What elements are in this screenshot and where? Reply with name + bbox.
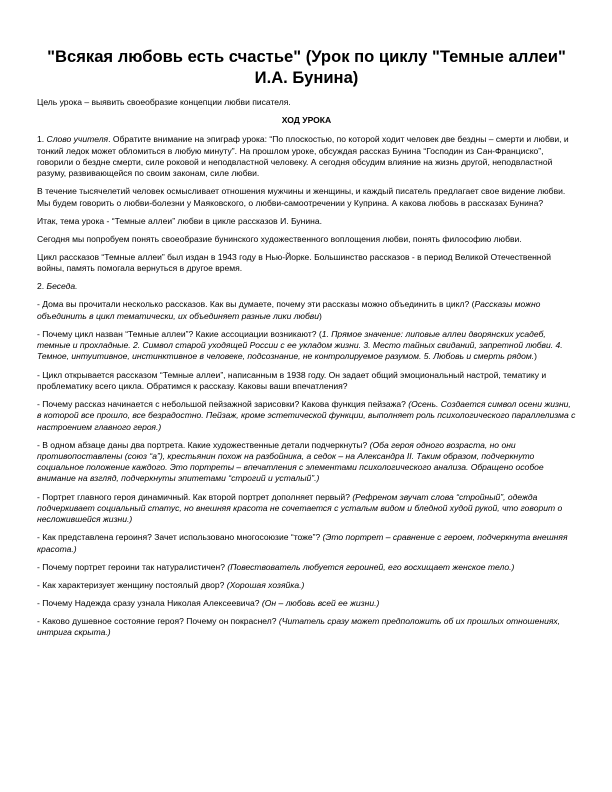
closing-paren: ) — [319, 310, 322, 321]
question-text: - Каково душевное состояние героя? Почему он покраснел? — [37, 615, 279, 626]
answer-text: (Рефреном звучат слова “стройный”, одежда подчеркивает социальный статус, но внешняя красота не сочетается с усталым видом и бледной худой рукой, что говорит о несложившейся жизни.) — [37, 491, 563, 525]
section-heading: ХОД УРОКА — [281, 115, 332, 126]
answer-text: (Это портрет – сравнение с героем, подчеркнута внешняя красота.) — [37, 532, 568, 554]
question-text: - В одном абзаце даны два портрета. Какие художественные детали подчеркнуты? — [37, 439, 370, 450]
question-6 — [37, 492, 576, 526]
lesson-goal: Цель урока – выявить своеобразие концепции любви писателя. — [37, 97, 291, 107]
page-title: "Всякая любовь есть счастье" (Урок по циклу "Темные аллеи" И.А. Бунина) — [47, 47, 566, 87]
answer-text: (Повествователь любуется героиней, его восхищает женское тело.) — [227, 561, 515, 572]
item-number: 2. — [37, 281, 47, 292]
question-text: - Портрет главного героя динамичный. Как второй портрет дополняет первый? — [37, 491, 353, 502]
question-1 — [37, 299, 576, 322]
role-label: Беседа. — [46, 281, 78, 292]
answer-text: (Осень. Создается символ осени жизни, в которой все прошло, все безрадостно. Пейзаж, кроме эстетической функции, выполняет роль психологического параллелизма с настроением главного героя.) — [37, 398, 576, 432]
question-text: - Дома вы прочитали несколько рассказов. Как вы думаете, почему эти рассказы можно объединить в цикл? ( — [37, 299, 475, 310]
question-2 — [37, 329, 576, 363]
question-4 — [37, 399, 576, 433]
paragraph-2: В течение тысячелетий человек осмысливает отношения мужчины и женщины, и каждый писатель предлагает свое видение любви. Мы будем говорить о любви-болезни у Маяковского, о любви-самоотречении у Куприна. А какова любовь в рассказах Бунина? — [37, 186, 566, 208]
question-text: - Как характеризует женщину постоялый двор? — [37, 579, 227, 590]
answer-text: Рассказы можно объединить в цикл тематически, их объединяет разные лики любви — [37, 299, 541, 321]
answer-text: (Он – любовь всей ее жизни.) — [261, 597, 380, 608]
question-text: - Почему цикл назван “Темные аллеи”? Какие ассоциации возникают? ( — [37, 328, 322, 339]
question-5 — [37, 440, 576, 485]
answer-text: (Читатель сразу может предположить об их прошлых отношениях, интрига скрыта.) — [37, 615, 561, 638]
role-label: Слово учителя — [46, 134, 109, 145]
answer-text: 1. Прямое значение: липовые аллеи дворянских усадеб, темные и прохладные. 2. Символ старой уходящей России с ее укладом жизни. 3. Место тайных свиданий, запретной любви. 4. Темное, интуитивное, инстинктивное в человеке, подсознание, не контролируемое разумом. 5. Любовь и смерть рядом. — [37, 328, 563, 362]
paragraph-1 — [37, 134, 576, 179]
question-8 — [37, 562, 576, 573]
question-3: - Цикл открывается рассказом “Темные аллеи”, написанным в 1938 году. Он задает общий эмоциональный настрой, тематику и проблематику всего цикла. Обратимся к рассказу. Каковы ваши впечатления? — [37, 369, 547, 391]
answer-text: (Оба героя одного возраста, но они противопоставлены (союз “а”), крестьянин похож на разбойника, а седок – на Александра II. Таким образом, подчеркнуто социальное положение каждого. Это портреты – впечатления с элементами психологического анализа. Обращено особое внимание на взгляд, подчеркнуты эпитетами “строгий и усталый”.) — [37, 439, 544, 484]
paragraph-5: Цикл рассказов “Темные аллеи” был издан в 1943 году в Нью-Йорке. Большинство рассказов - в период Великой Отечественной войны, память помогала вернуться в другое время. — [37, 251, 552, 274]
paragraph-4: Сегодня мы попробуем понять своеобразие бунинского художественного воплощения любви, понять философию любви. — [37, 233, 522, 244]
paragraph-6 — [37, 281, 576, 292]
question-text: - Почему рассказ начинается с небольшой пейзажной зарисовки? Какова функция пейзажа? — [37, 398, 409, 409]
question-text: - Почему Надежда сразу узнала Николая Алексеевича? — [37, 597, 262, 608]
closing-paren: ) — [534, 351, 537, 362]
paragraph-text: . Обратите внимание на эпиграф урока: “По плоскостью, по которой ходит человек две бездны – смерти и любви, и тонкий ледок может обломиться в любую минуту”. На прошлом уроке, обсуждая рассказ Бунина “Господин из Сан-Франциско”, говорили о бездне смерти, силе роковой и неподвластной человеку. А сегодня обсудим влияние на жизнь другой, неподвластной разуму, развивающейся по своим законам, силе любви. — [37, 134, 569, 179]
question-7 — [37, 532, 576, 555]
question-11 — [37, 616, 576, 639]
question-9 — [37, 580, 576, 591]
paragraph-3: Итак, тема урока - “Темные аллеи” любви в цикле рассказов И. Бунина. — [37, 215, 322, 226]
question-text: - Почему портрет героини так натуралистичен? — [37, 561, 228, 572]
answer-text: (Хорошая хозяйка.) — [226, 579, 305, 590]
question-10 — [37, 598, 576, 609]
item-number: 1. — [37, 134, 47, 145]
question-text: - Как представлена героиня? Зачет использовано многосоюзие “тоже”? — [37, 532, 323, 543]
